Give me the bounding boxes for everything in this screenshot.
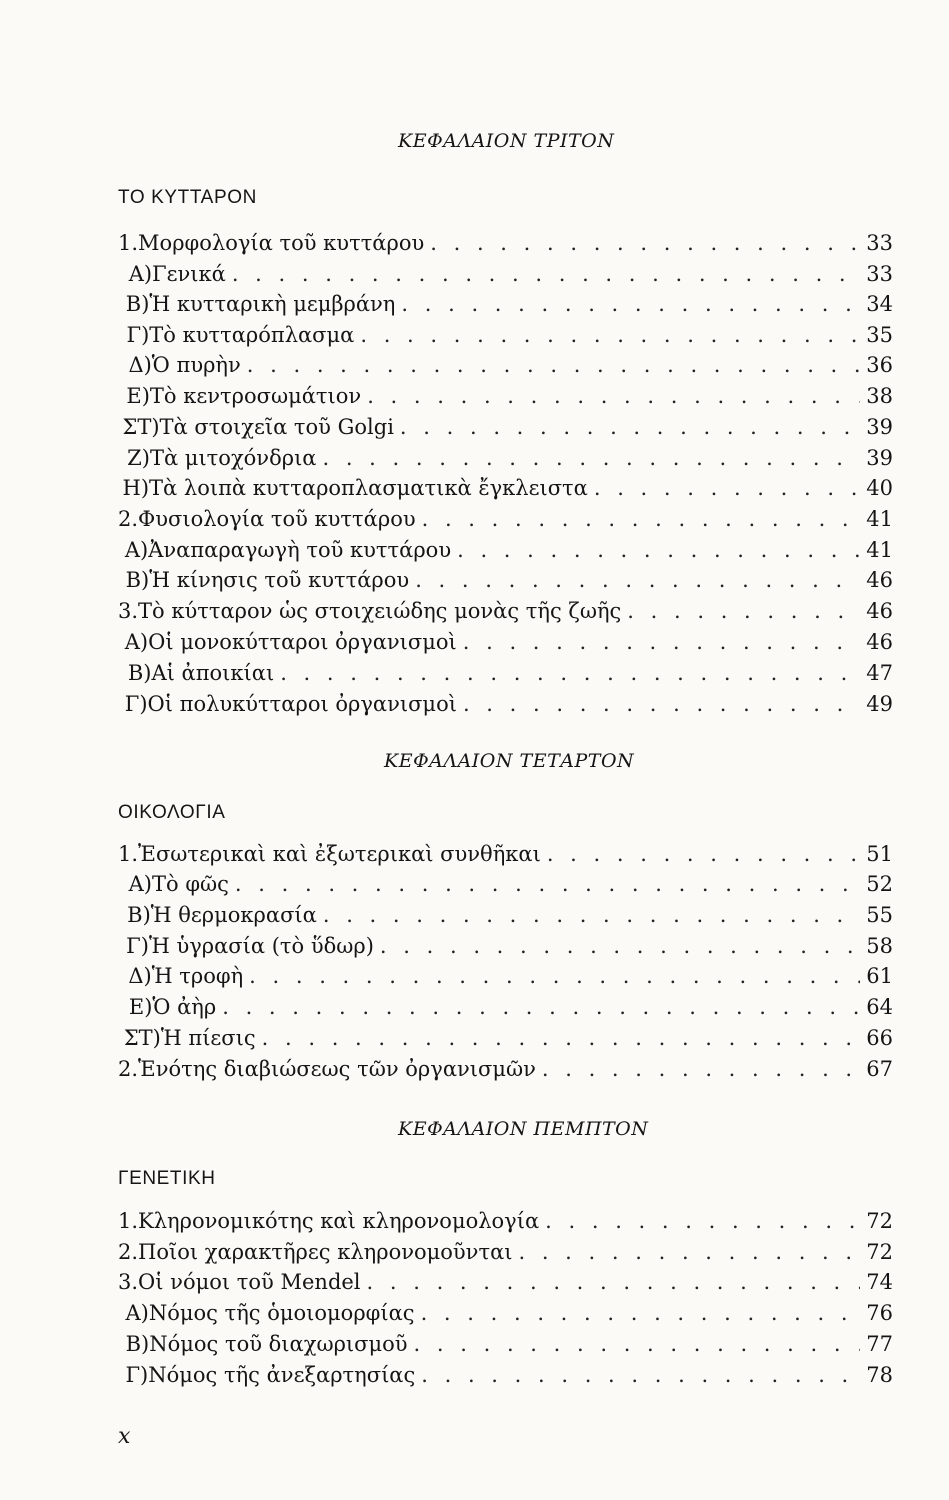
toc-entry: Α) Οἱ μονοκύτταροι ὀργανισμοὶ . . . 46 xyxy=(118,628,893,656)
dot-leader xyxy=(380,932,860,960)
toc-entry: Δ) Ἡ τροφὴ . . . 61 xyxy=(118,962,893,990)
page-number: 77 xyxy=(866,1332,893,1356)
page-number: 52 xyxy=(866,872,893,896)
page-number: 46 xyxy=(866,568,893,592)
dot-leader xyxy=(463,690,860,718)
dot-leader xyxy=(322,444,860,472)
dot-leader xyxy=(463,628,861,656)
dot-leader xyxy=(627,597,860,625)
toc-entry: Γ) Τὸ κυτταρόπλασμα . . . 35 xyxy=(118,321,893,349)
dot-leader xyxy=(415,566,860,594)
toc-entry: ΣΤ) Ἡ πίεσις . . . 66 xyxy=(118,1024,893,1052)
dot-leader xyxy=(232,260,860,288)
toc-entry: Β) Ἡ θερμοκρασία . . . 55 xyxy=(118,901,893,929)
page-number: 67 xyxy=(866,1057,893,1081)
page-number: 41 xyxy=(866,507,893,531)
dot-leader xyxy=(360,321,860,349)
dot-leader xyxy=(262,1024,861,1052)
page-number: 38 xyxy=(866,384,893,408)
toc-entry: Ε) Ὁ ἀὴρ . . . 64 xyxy=(118,993,893,1021)
page-number: 33 xyxy=(866,262,893,286)
page-number: 36 xyxy=(866,353,893,377)
toc-entry: 3. Τὸ κύτταρον ὡς στοιχειώδης μονὰς τῆς ζωῆς . . . 46 xyxy=(118,597,893,625)
toc-entry: Β) Αἱ ἀποικίαι . . . 47 xyxy=(118,659,893,687)
page-number: 64 xyxy=(866,995,893,1019)
page-number: 41 xyxy=(866,538,893,562)
dot-leader xyxy=(280,659,860,687)
dot-leader xyxy=(222,993,860,1021)
toc-entry: Α) Γενικά . . . 33 xyxy=(118,260,893,288)
page-number: 61 xyxy=(866,964,893,988)
toc-entry: Α) Τὸ φῶς . . . 52 xyxy=(118,870,893,898)
section-title: ΟΙΚΟΛΟΓΙΑ xyxy=(118,802,226,823)
page-number: 66 xyxy=(866,1026,893,1050)
dot-leader xyxy=(367,1268,861,1296)
page-number: 74 xyxy=(866,1270,893,1294)
page-number: 34 xyxy=(866,292,893,316)
page-number: 40 xyxy=(866,476,893,500)
toc-entry: Α) Νόμος τῆς ὁμοιομορφίας . . . 76 xyxy=(118,1299,893,1327)
toc-entry: 1. Ἐσωτερικαὶ καὶ ἐξωτερικαὶ συνθῆκαι . . . 51 xyxy=(118,840,893,868)
page-number: 35 xyxy=(866,323,893,347)
page-number: 49 xyxy=(866,692,893,716)
dot-leader xyxy=(518,1238,860,1266)
section-title: ΤΟ ΚΥΤΤΑΡΟΝ xyxy=(118,187,257,208)
page-number: 33 xyxy=(866,231,893,255)
toc-entry: 2. Ἑνότης διαβιώσεως τῶν ὀργανισμῶν . . . 67 xyxy=(118,1055,893,1083)
dot-leader xyxy=(430,229,860,257)
dot-leader xyxy=(457,536,860,564)
dot-leader xyxy=(422,505,861,533)
toc-entry: Γ) Νόμος τῆς ἀνεξαρτησίας . . . 78 xyxy=(118,1361,893,1389)
dot-leader xyxy=(235,870,860,898)
page-number: 46 xyxy=(866,599,893,623)
dot-leader xyxy=(400,413,860,441)
toc-entry: Ζ) Τὰ μιτοχόνδρια . . . 39 xyxy=(118,444,893,472)
toc-entry: Ε) Τὸ κεντροσωμάτιον . . . 38 xyxy=(118,382,893,410)
page-number: 47 xyxy=(866,661,893,685)
dot-leader xyxy=(545,1207,860,1235)
dot-leader xyxy=(594,474,860,502)
page-number: 72 xyxy=(866,1240,893,1264)
page-number: 39 xyxy=(866,415,893,439)
dot-leader xyxy=(542,1055,860,1083)
toc-entry: Α) Ἀναπαραγωγὴ τοῦ κυττάρου . . . 41 xyxy=(118,536,893,564)
toc-entry: 2. Ποῖοι χαρακτῆρες κληρονομοῦνται . . . 72 xyxy=(118,1238,893,1266)
toc-entry: Δ) Ὁ πυρὴν . . . 36 xyxy=(118,351,893,379)
dot-leader xyxy=(421,1299,861,1327)
toc-entry: Γ) Οἱ πολυκύτταροι ὀργανισμοὶ . . . 49 xyxy=(118,690,893,718)
page-number: 46 xyxy=(866,630,893,654)
page-number: 78 xyxy=(866,1363,893,1387)
toc-entry: Β) Ἡ κίνησις τοῦ κυττάρου . . . 46 xyxy=(118,566,893,594)
toc-entry: Β) Ἡ κυτταρικὴ μεμβράνη . . . 34 xyxy=(118,290,893,318)
toc-entry: Γ) Ἡ ὑγρασία (τὸ ὕδωρ) . . . 58 xyxy=(118,932,893,960)
toc-entry: 1. Κληρονομικότης καὶ κληρονομολογία . . . 72 xyxy=(118,1207,893,1235)
toc-entry: 2. Φυσιολογία τοῦ κυττάρου . . . 41 xyxy=(118,505,893,533)
dot-leader xyxy=(547,840,860,868)
chapter-heading: ΚΕΦΑΛΑΙΟΝ ΠΕΜΠΤΟΝ xyxy=(398,1118,649,1140)
toc-entry: ΣΤ) Τὰ στοιχεῖα τοῦ Golgi . . . 39 xyxy=(118,413,893,441)
page-number: 72 xyxy=(866,1209,893,1233)
dot-leader xyxy=(323,901,860,929)
dot-leader xyxy=(401,290,860,318)
dot-leader xyxy=(421,1361,860,1389)
page-number: 55 xyxy=(866,903,893,927)
dot-leader xyxy=(414,1330,861,1358)
page-number: 76 xyxy=(866,1301,893,1325)
toc-entry: 3. Οἱ νόμοι τοῦ Mendel . . . 74 xyxy=(118,1268,893,1296)
dot-leader xyxy=(249,962,860,990)
page-number: 58 xyxy=(866,934,893,958)
toc-entry: Η) Τὰ λοιπὰ κυτταροπλασματικὰ ἔγκλειστα . . . 40 xyxy=(118,474,893,502)
page-folio: x xyxy=(118,1424,131,1449)
toc-entry: Β) Νόμος τοῦ διαχωρισμοῦ . . . 77 xyxy=(118,1330,893,1358)
section-title: ΓΕΝΕΤΙΚΗ xyxy=(118,1168,216,1189)
page-number: 51 xyxy=(866,842,893,866)
chapter-heading: ΚΕΦΑΛΑΙΟΝ ΤΡΙΤΟΝ xyxy=(398,130,615,152)
chapter-heading: ΚΕΦΑΛΑΙΟΝ ΤΕΤΑΡΤΟΝ xyxy=(384,750,635,772)
toc-entry: 1. Μορφολογία τοῦ κυττάρου . . . 33 xyxy=(118,229,893,257)
dot-leader xyxy=(247,351,860,379)
page-number: 39 xyxy=(866,446,893,470)
dot-leader xyxy=(367,382,860,410)
